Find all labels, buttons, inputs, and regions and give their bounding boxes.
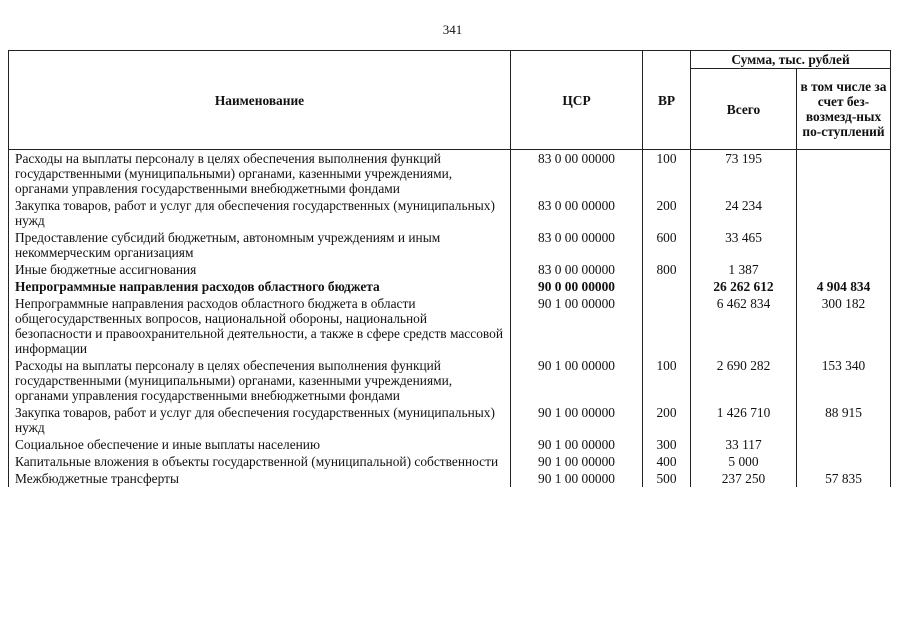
cell-name: Закупка товаров, работ и услуг для обеспечения государственных (муниципальных) нужд	[9, 404, 511, 436]
cell-vr	[643, 278, 691, 295]
cell-gratuitous: 57 835	[797, 470, 891, 487]
cell-total: 237 250	[691, 470, 797, 487]
cell-gratuitous	[797, 453, 891, 470]
table-row	[9, 295, 891, 357]
cell-name: Социальное обеспечение и иные выплаты населению	[9, 436, 511, 453]
header-sum: Сумма, тыс. рублей	[691, 51, 891, 69]
cell-total: 33 465	[691, 229, 797, 261]
table-row	[9, 261, 891, 278]
table-row	[9, 278, 891, 295]
header-gratuitous: в том числе за счет без-возмезд-ных по-ступлений	[797, 69, 891, 150]
cell-vr	[643, 295, 691, 357]
cell-total: 1 387	[691, 261, 797, 278]
cell-total: 73 195	[691, 150, 797, 198]
cell-vr: 100	[643, 150, 691, 198]
cell-gratuitous	[797, 150, 891, 198]
cell-total: 33 117	[691, 436, 797, 453]
cell-gratuitous	[797, 436, 891, 453]
cell-csr: 83 0 00 00000	[511, 197, 643, 229]
cell-total: 24 234	[691, 197, 797, 229]
table-row	[9, 404, 891, 436]
cell-name: Иные бюджетные ассигнования	[9, 261, 511, 278]
cell-vr: 100	[643, 357, 691, 404]
cell-csr: 90 1 00 00000	[511, 404, 643, 436]
table-row	[9, 470, 891, 487]
cell-gratuitous	[797, 229, 891, 261]
cell-vr: 400	[643, 453, 691, 470]
cell-vr: 500	[643, 470, 691, 487]
cell-name: Предоставление субсидий бюджетным, автономным учреждениям и иным некоммерческим организациям	[9, 229, 511, 261]
cell-name: Расходы на выплаты персоналу в целях обеспечения выполнения функций государственными (муниципальными) органами, казенными учреждениями, органами управления государственными внебюджетными фондами	[9, 150, 511, 198]
cell-vr: 200	[643, 404, 691, 436]
table-row	[9, 357, 891, 404]
cell-gratuitous: 153 340	[797, 357, 891, 404]
page-number: 341	[442, 22, 463, 37]
cell-csr: 90 1 00 00000	[511, 453, 643, 470]
cell-total: 2 690 282	[691, 357, 797, 404]
table-row	[9, 453, 891, 470]
cell-csr: 90 1 00 00000	[511, 470, 643, 487]
header-csr: ЦСР	[511, 51, 643, 150]
table-row	[9, 197, 891, 229]
cell-name: Закупка товаров, работ и услуг для обеспечения государственных (муниципальных) нужд	[9, 197, 511, 229]
cell-gratuitous: 4 904 834	[797, 278, 891, 295]
budget-table	[8, 50, 891, 487]
cell-csr: 90 0 00 00000	[511, 278, 643, 295]
cell-total: 1 426 710	[691, 404, 797, 436]
cell-total: 6 462 834	[691, 295, 797, 357]
cell-name: Расходы на выплаты персоналу в целях обеспечения выполнения функций государственными (муниципальными) органами, казенными учреждениями, органами управления государственными внебюджетными фондами	[9, 357, 511, 404]
cell-name: Непрограммные направления расходов областного бюджета в области общегосударственных вопросов, национальной обороны, национальной безопасности и правоохранительной деятельности, а также в сфере средств массовой информации	[9, 295, 511, 357]
header-total: Всего	[691, 69, 797, 150]
cell-gratuitous	[797, 261, 891, 278]
cell-vr: 300	[643, 436, 691, 453]
cell-csr: 90 1 00 00000	[511, 436, 643, 453]
table-row	[9, 436, 891, 453]
cell-csr: 90 1 00 00000	[511, 357, 643, 404]
cell-vr: 600	[643, 229, 691, 261]
cell-gratuitous: 88 915	[797, 404, 891, 436]
cell-csr: 83 0 00 00000	[511, 261, 643, 278]
cell-name: Межбюджетные трансферты	[9, 470, 511, 487]
header-name: Наименование	[9, 51, 511, 150]
table-header	[9, 51, 891, 150]
table-row	[9, 229, 891, 261]
cell-gratuitous: 300 182	[797, 295, 891, 357]
table-body	[9, 150, 891, 488]
cell-vr: 800	[643, 261, 691, 278]
header-vr: ВР	[643, 51, 691, 150]
cell-csr: 83 0 00 00000	[511, 229, 643, 261]
cell-name: Непрограммные направления расходов областного бюджета	[9, 278, 511, 295]
cell-name: Капитальные вложения в объекты государственной (муниципальной) собственности	[9, 453, 511, 470]
table-row	[9, 150, 891, 198]
cell-gratuitous	[797, 197, 891, 229]
cell-vr: 200	[643, 197, 691, 229]
cell-csr: 90 1 00 00000	[511, 295, 643, 357]
cell-total: 5 000	[691, 453, 797, 470]
cell-csr: 83 0 00 00000	[511, 150, 643, 198]
cell-total: 26 262 612	[691, 278, 797, 295]
